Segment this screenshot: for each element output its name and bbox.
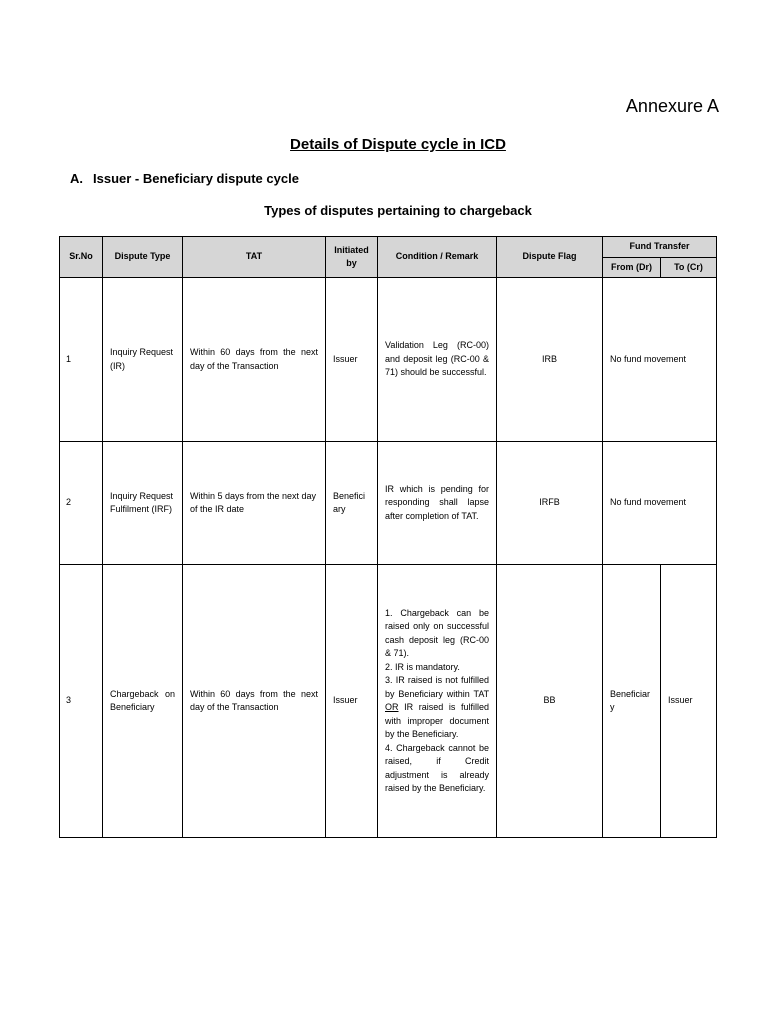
cell-sr-no: 3 [60, 565, 103, 838]
cell-tat: Within 60 days from the next day of the Transaction [183, 278, 326, 442]
section-title: Issuer - Beneficiary dispute cycle [93, 171, 299, 186]
cell-condition: IR which is pending for responding shall lapse after completion of TAT. [378, 442, 497, 565]
cell-initiated-by: Beneficiary [326, 442, 378, 565]
condition-or: OR [385, 702, 399, 712]
col-header-initiated-by: Initiated by [326, 237, 378, 278]
cell-dispute-type: Inquiry Request Fulfilment (IRF) [103, 442, 183, 565]
col-header-sr-no: Sr.No [60, 237, 103, 278]
cell-dispute-flag: BB [497, 565, 603, 838]
condition-text: 3. IR raised is not fulfilled by Beneficiary within TAT [385, 675, 489, 699]
annexure-label: Annexure A [625, 96, 719, 116]
section-number: A. [70, 171, 83, 186]
condition-item [385, 674, 489, 742]
condition-item: 1. Chargeback can be raised only on successful cash deposit leg (RC-00 & 71). [385, 607, 489, 658]
table-row [60, 565, 717, 838]
col-header-dispute-flag: Dispute Flag [497, 237, 603, 278]
section-heading [70, 171, 299, 186]
cell-tat: Within 5 days from the next day of the IR date [183, 442, 326, 565]
condition-item: 2. IR is mandatory. [385, 661, 460, 672]
col-header-tat: TAT [183, 237, 326, 278]
cell-condition [378, 565, 497, 838]
table-header-row [60, 237, 717, 258]
condition-text: IR raised is fulfilled with improper document by the Beneficiary. [385, 702, 489, 739]
cell-fund-transfer: No fund movement [603, 442, 717, 565]
cell-sr-no: 1 [60, 278, 103, 442]
page-title: Details of Dispute cycle in ICD [290, 136, 506, 153]
col-header-from: From (Dr) [603, 258, 661, 278]
cell-fund-transfer: No fund movement [603, 278, 717, 442]
condition-item: 4. Chargeback cannot be raised, if Credit adjustment is already raised by the Beneficiary. [385, 742, 489, 793]
table-row [60, 442, 717, 565]
col-header-fund-transfer: Fund Transfer [603, 237, 717, 258]
table-row [60, 278, 717, 442]
cell-dispute-type: Inquiry Request (IR) [103, 278, 183, 442]
cell-initiated-by: Issuer [326, 278, 378, 442]
col-header-to: To (Cr) [661, 258, 717, 278]
cell-sr-no: 2 [60, 442, 103, 565]
cell-to: Issuer [661, 565, 717, 838]
cell-dispute-flag: IRFB [497, 442, 603, 565]
cell-tat: Within 60 days from the next day of the Transaction [183, 565, 326, 838]
table-subtitle: Types of disputes pertaining to chargeback [264, 203, 532, 218]
disputes-table [59, 236, 717, 838]
col-header-condition: Condition / Remark [378, 237, 497, 278]
cell-initiated-by: Issuer [326, 565, 378, 838]
cell-from: Beneficiary [603, 565, 661, 838]
cell-condition: Validation Leg (RC-00) and deposit leg (RC-00 & 71) should be successful. [378, 278, 497, 442]
col-header-dispute-type: Dispute Type [103, 237, 183, 278]
cell-dispute-type: Chargeback on Beneficiary [103, 565, 183, 838]
cell-dispute-flag: IRB [497, 278, 603, 442]
